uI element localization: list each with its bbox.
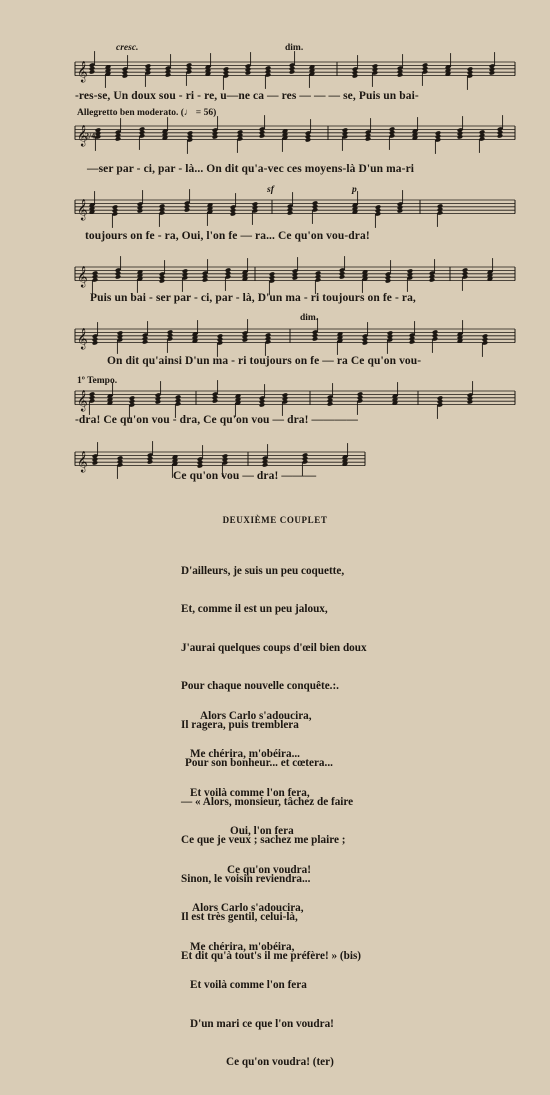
note-head: [92, 460, 99, 465]
verse-line: Il ragera, puis tremblera: [181, 718, 299, 731]
music-staff: [0, 108, 550, 168]
lyric-line: —ser par - ci, par - là... On dit qu'a-vec ces moyens-là D'un ma-ri: [87, 163, 415, 175]
dynamic-marking: p: [352, 185, 357, 195]
note-head: [397, 72, 404, 77]
note-head: [397, 208, 404, 213]
note-head: [352, 73, 359, 78]
note-head: [497, 133, 504, 138]
verse-line: J'aurai quelques coups d'œil bien doux: [181, 641, 367, 654]
music-system-7: [0, 440, 550, 500]
lyric-line: Puis un bai - ser par - ci, par - là, D'un ma - ri toujours on fe - ra,: [90, 292, 416, 304]
clef-symbol: 𝄞: [77, 125, 88, 147]
note-head: [259, 402, 266, 407]
lyric-line: -res-se, Un doux sou - ri - re, u—ne ca — res — — — se, Puis un bai-: [75, 90, 419, 102]
note-head: [147, 459, 154, 464]
verse-line: Oui, l'on fera: [230, 825, 294, 838]
note-head: [289, 69, 296, 74]
note-head: [159, 278, 166, 283]
music-system-1: [0, 40, 550, 110]
note-head: [155, 399, 162, 404]
verse-line: Il est très gentil, celui-là,: [181, 911, 298, 924]
clef-symbol: 𝄞: [77, 266, 88, 288]
note-head: [365, 136, 372, 141]
verse-line: Pour son bonheur... et cœtera...: [185, 757, 333, 770]
note-head: [142, 339, 149, 344]
time-signature: 2/4: [85, 131, 96, 141]
note-head: [245, 70, 252, 75]
note-head: [262, 462, 269, 467]
note-head: [165, 72, 172, 77]
dynamic-marking: dim.: [300, 313, 319, 323]
note-head: [115, 136, 122, 141]
verse-line: Sinon, le voisin reviendra...: [181, 872, 311, 885]
verse-line: Alors Carlo s'adoucira,: [200, 709, 312, 722]
verse-line: Et voilà comme l'on fera,: [190, 786, 310, 799]
tempo-marking: Allegretto ben moderato. (♩ = 56): [77, 108, 217, 118]
verse-refrain: [190, 684, 334, 1095]
section-title: DEUXIÈME COUPLET: [222, 515, 328, 525]
note-head: [115, 274, 122, 279]
music-system-6: [0, 374, 550, 444]
note-head: [184, 207, 191, 212]
note-head: [429, 277, 436, 282]
verse-line: — « Alors, monsieur, tâchez de faire: [181, 795, 354, 808]
music-system-5: [0, 313, 550, 383]
verse-line: D'un mari ce que l'on voudra!: [190, 1017, 334, 1030]
note-head: [202, 277, 209, 282]
verse-line: D'ailleurs, je suis un peu coquette,: [181, 564, 345, 577]
note-head: [362, 340, 369, 345]
verse-line: Et, comme il est un peu jaloux,: [181, 603, 328, 616]
verse-line: Alors Carlo s'adoucira,: [192, 902, 304, 915]
note-head: [339, 274, 346, 279]
note-head: [287, 210, 294, 215]
verse-line: Ce qu'on voudra! (ter): [226, 1056, 334, 1069]
note-head: [489, 70, 496, 75]
lyric-line: toujours on fe - ra, Oui, l'on fe — ra... Ce qu'on vou-dra!: [85, 230, 370, 242]
verse-line: Pour chaque nouvelle conquête.:.: [181, 680, 339, 693]
verse-line: Et dit qu'à tout's il me préfère! » (bis): [181, 950, 362, 962]
music-system-2: [0, 108, 550, 183]
note-head: [122, 73, 129, 78]
verse-line: Et voilà comme l'on fera: [190, 979, 307, 992]
clef-symbol: 𝄞: [77, 451, 88, 473]
lyric-line: -dra! Ce qu'on vou - dra, Ce qu'on vou — dra! ————: [75, 414, 358, 426]
verse-line: Me chérira, m'obéira...: [190, 748, 300, 761]
verse-line: Ce qu'on voudra!: [227, 863, 311, 876]
note-head: [137, 208, 144, 213]
note-head: [327, 401, 334, 406]
dynamic-marking: sf: [267, 185, 274, 195]
note-head: [457, 134, 464, 139]
note-head: [305, 137, 312, 142]
clef-symbol: 𝄞: [77, 328, 88, 350]
note-head: [89, 69, 96, 74]
note-head: [409, 339, 416, 344]
music-system-4: [0, 252, 550, 312]
note-head: [467, 399, 474, 404]
note-head: [385, 278, 392, 283]
clef-symbol: 𝄞: [77, 61, 88, 83]
note-head: [230, 211, 237, 216]
dynamic-marking: dim.: [285, 43, 304, 53]
clef-symbol: 𝄞: [77, 199, 88, 221]
lyric-line: Ce qu'on vou — dra! ———: [173, 470, 317, 482]
verse-line: Ce que je veux ; sachez me plaire ;: [181, 834, 346, 847]
dynamic-marking: cresc.: [116, 43, 139, 53]
note-head: [312, 336, 319, 341]
tempo-marking: 1º Tempo.: [77, 376, 118, 386]
note-head: [259, 133, 266, 138]
lyric-line: On dit qu'ainsi D'un ma - ri toujours on fe — ra Ce qu'on vou-: [107, 355, 422, 367]
note-head: [242, 337, 249, 342]
note-head: [92, 340, 99, 345]
verse-line: Me chérira, m'obéira,: [190, 940, 295, 953]
note-head: [212, 134, 219, 139]
clef-symbol: 𝄞: [77, 390, 88, 412]
note-head: [292, 275, 299, 280]
note-head: [212, 398, 219, 403]
music-system-3: [0, 185, 550, 260]
note-head: [197, 463, 204, 468]
